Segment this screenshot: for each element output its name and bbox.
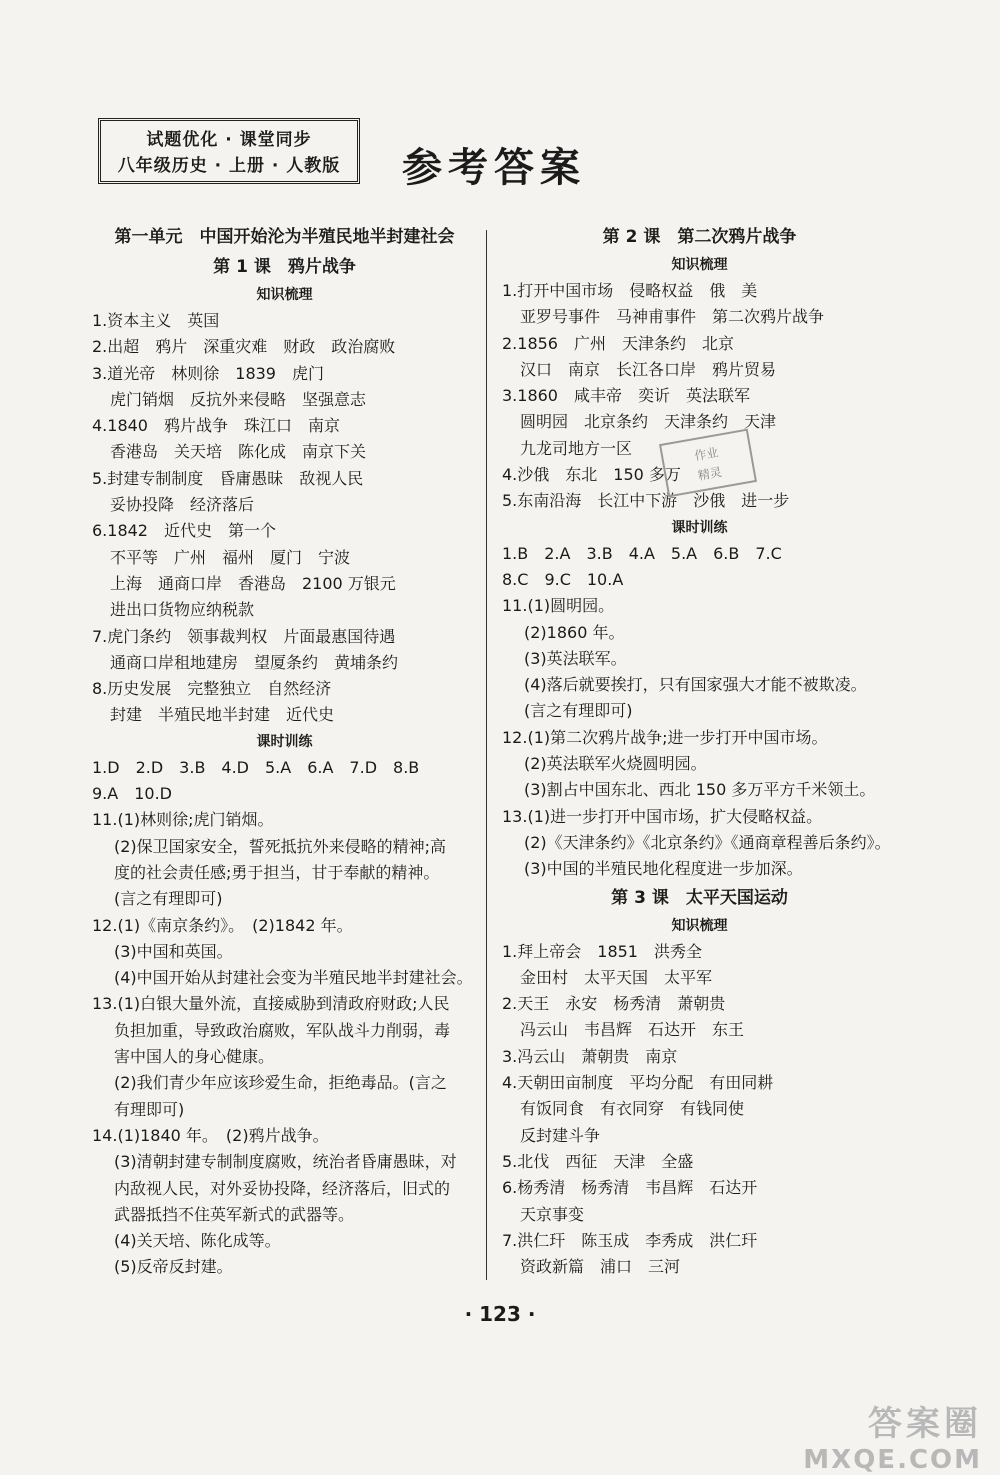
answer-line: 有饭同食 有衣同穿 有钱同使 [520,1099,745,1119]
answer-line: 通商口岸租地建房 望厦条约 黄埔条约 [110,652,399,672]
answer-line: 7.虎门条约 领事裁判权 片面最惠国待遇 [92,626,396,646]
answer-line: 不平等 广州 福州 厦门 宁波 [110,547,351,567]
section-heading: 课时训练 [671,519,728,536]
page-title: 参考答案 [402,144,586,191]
answer-line: (3)割占中国东北、西北 150 多万平方千米领土。 [524,780,876,800]
answer-line: 反封建斗争 [520,1125,601,1145]
section-heading: 课时训练 [256,733,313,750]
watermark [803,1396,982,1475]
answer-line: (3)中国和英国。 [114,941,233,961]
answer-line: 11.(1)圆明园。 [502,596,615,616]
answer-line: 天京事变 [520,1204,585,1224]
answer-line: 2.1856 广州 天津条约 北京 [502,333,734,353]
answer-line: 亚罗号事件 马神甫事件 第二次鸦片战争 [520,307,825,327]
section-heading: 知识梳理 [256,287,313,303]
answer-line: 14.(1)1840 年。 (2)鸦片战争。 [92,1125,329,1145]
answer-line: 12.(1)《南京条约》。 (2)1842 年。 [92,915,353,935]
answer-line: (3)英法联军。 [524,648,627,668]
answer-line: 金田村 太平天国 太平军 [520,967,713,987]
answer-line: 进出口货物应纳税款 [110,600,255,620]
answer-line: (2)保卫国家安全，誓死抵抗外来侵略的精神;高 [114,836,447,856]
answer-line: 12.(1)第二次鸦片战争;进一步打开中国市场。 [502,727,828,747]
answer-line: (4)中国开始从封建社会变为半殖民地半封建社会。 [114,968,473,988]
watermark-line-1: 答案圈 [868,1404,982,1444]
answer-line: 害中国人的身心健康。 [114,1047,275,1067]
answer-line: 九龙司地方一区 [520,438,633,458]
answer-line: 虎门销烟 反抗外来侵略 坚强意志 [110,389,367,409]
answer-line: 5.北伐 西征 天津 全盛 [502,1151,694,1171]
answer-line: 冯云山 韦昌辉 石达开 东王 [520,1020,745,1040]
answer-line: 13.(1)进一步打开中国市场，扩大侵略权益。 [502,806,823,826]
answer-line: 6.杨秀清 杨秀清 韦昌辉 石达开 [502,1178,758,1198]
answer-line: (2)1860 年。 [524,622,625,642]
answer-line: 5.东南沿海 长江中下游 沙俄 进一步 [502,491,790,511]
answer-line: 1.打开中国市场 侵略权益 俄 美 [502,281,758,300]
left-column [92,222,477,1281]
lesson-heading: 第 2 课 第二次鸦片战争 [602,227,797,247]
answer-line: (2)英法联军火烧圆明园。 [524,754,707,774]
watermark-line-2: MXQE.COM [803,1445,982,1475]
answer-line: 度的社会责任感;勇于担当，甘于奉献的精神。 [114,862,440,882]
answer-line: 3.冯云山 萧朝贵 南京 [502,1046,678,1066]
answer-line: 13.(1)白银大量外流，直接威胁到清政府财政;人民 [92,994,450,1014]
answer-line: 汉口 南京 长江各口岸 鸦片贸易 [520,359,777,379]
badge-line-1: 试题优化 · 课堂同步 [146,130,312,150]
answer-line: 8.C 9.C 10.A [502,569,624,589]
answer-line: 3.1860 咸丰帝 奕䜣 英法联军 [502,386,750,406]
answer-line: 资政新篇 浦口 三河 [520,1257,681,1277]
answer-line: 有理即可) [114,1099,185,1119]
answer-line: 香港岛 关天培 陈化成 南京下关 [110,442,367,462]
answer-line: (言之有理即可) [114,889,223,909]
answer-line: (2)我们青少年应该珍爱生命，拒绝毒品。(言之 [114,1073,447,1093]
answer-line: 8.历史发展 完整独立 自然经济 [92,679,332,699]
answer-line: (2)《天津条约》《北京条约》《通商章程善后条约》。 [524,832,891,852]
badge-line-2: 八年级历史 · 上册 · 人教版 [117,156,341,176]
section-heading: 知识梳理 [671,257,728,273]
answer-line: 9.A 10.D [92,784,172,804]
answer-line: 1.拜上帝会 1851 洪秀全 [502,941,702,961]
column-divider [486,230,487,1280]
answer-line: 妥协投降 经济落后 [110,495,255,515]
answer-line: 1.资本主义 英国 [92,311,220,330]
answer-line: 圆明园 北京条约 天津条约 天津 [520,412,777,432]
answer-line: 上海 通商口岸 香港岛 2100 万银元 [110,573,396,593]
answer-line: 6.1842 近代史 第一个 [92,521,276,541]
page-number: · 123 · [464,1302,536,1326]
answer-line: 11.(1)林则徐;虎门销烟。 [92,810,274,830]
book-badge [98,118,360,184]
answer-line: (4)关天培、陈化成等。 [114,1231,281,1251]
stamp-line-2: 精灵 [696,464,723,483]
answer-line: (3)清朝封建专制制度腐败，统治者昏庸愚昧，对 [114,1152,457,1172]
answer-line: (4)落后就要挨打，只有国家强大才能不被欺凌。 [524,675,867,695]
answer-line: 4.天朝田亩制度 平均分配 有田同耕 [502,1073,774,1093]
answer-line: 7.洪仁玕 陈玉成 李秀成 洪仁玕 [502,1230,758,1250]
right-column [502,222,897,1280]
answer-line: 5.封建专制制度 昏庸愚昧 敌视人民 [92,468,364,488]
answer-line: 4.沙俄 东北 150 多万 [502,465,681,485]
answer-line: 1.D 2.D 3.B 4.D 5.A 6.A 7.D 8.B [92,757,420,777]
section-heading: 知识梳理 [671,917,728,934]
answer-line: 负担加重，导致政治腐败，军队战斗力削弱，毒 [114,1020,451,1040]
answer-line: 封建 半殖民地半封建 近代史 [110,705,335,725]
answer-line: 1.B 2.A 3.B 4.A 5.A 6.B 7.C [502,543,782,563]
unit-heading: 第一单元 中国开始沦为半殖民地半封建社会 [114,227,455,247]
answer-line: 4.1840 鸦片战争 珠江口 南京 [92,416,340,436]
lesson-heading: 第 1 课 鸦片战争 [213,257,356,277]
answer-line: (5)反帝反封建。 [114,1257,233,1277]
stamp-line-1: 作业 [693,445,720,464]
answer-line: 武器抵挡不住英军新式的武器等。 [114,1204,355,1224]
answer-line: 2.天王 永安 杨秀清 萧朝贵 [502,994,726,1014]
answer-line: 3.道光帝 林则徐 1839 虎门 [92,363,324,383]
answer-line: (3)中国的半殖民地化程度进一步加深。 [524,859,803,879]
answer-line: 2.出超 鸦片 深重灾难 财政 政治腐败 [92,337,396,357]
answer-line: 内敌视人民，对外妥协投降，经济落后，旧式的 [114,1178,451,1198]
answer-line: (言之有理即可) [524,701,633,721]
lesson-heading: 第 3 课 太平天国运动 [611,887,788,908]
